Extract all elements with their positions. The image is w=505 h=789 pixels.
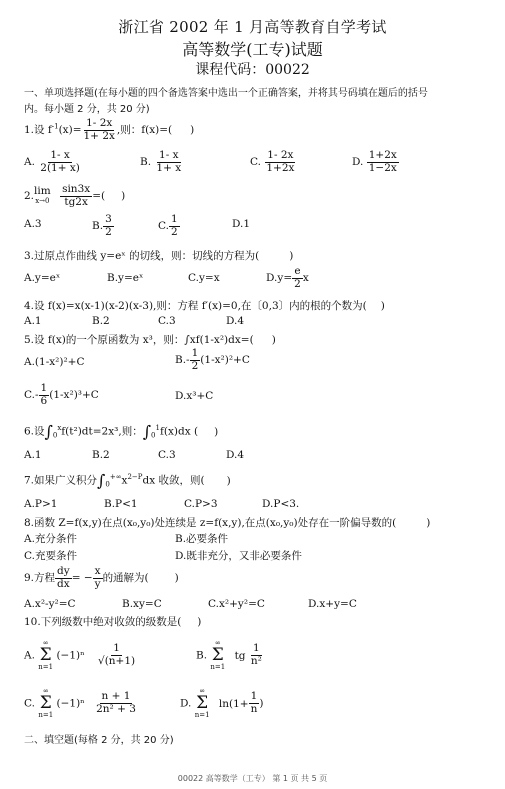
question-4: 4.设 f(x)=x(x-1)(x-2)(x-3),则：方程 f′(x)=0,在〔0,3〕内的根的个数为( ) — [24, 300, 385, 312]
q9-option-c: C.x²+y²=C — [208, 598, 265, 610]
question-8: 8.函数 Z=f(x,y)在点(x₀,y₀)处连续是 z=f(x,y),在点(x₀,y₀)处存在一阶偏导数的( ) — [24, 517, 431, 529]
exam-title: 浙江省 2002 年 1 月高等教育自学考试 — [118, 18, 387, 36]
q5-option-d: D.x³+C — [175, 390, 214, 402]
q1-option-c: C. $\frac{1- 2x}{1+2x}$ — [250, 149, 295, 174]
q5-option-b: B.- $\frac{1}{2}$ (1-x²)²+C — [175, 347, 250, 372]
q2-option-d: D.1 — [232, 218, 251, 230]
q3-option-c: C.y=x — [188, 272, 220, 284]
q7-option-a: A.P>1 — [24, 498, 58, 510]
q9-option-a: A.x²-y²=C — [24, 598, 76, 610]
q10-option-b: B. ∞ Σ n=1 tg $\frac{1}{\text{n²}}$ — [196, 639, 262, 671]
question-1: 1.设 $f^{-1}(x)=$ $\frac{1- 2x}{1+ 2x}$ ,则：f(x)=( ) — [24, 117, 195, 142]
question-7: 7.如果广义积分$\int_0^{+\infty}x^{2-P}dx$ 收敛，则( ) — [24, 471, 231, 490]
question-10: 10.下列级数中绝对收敛的级数是( ) — [24, 616, 202, 628]
q4-option-d: D.4 — [226, 315, 245, 327]
q2-option-b: B. $\frac{3}{2}$ — [92, 213, 112, 238]
q6-option-c: C.3 — [158, 449, 176, 461]
q5-option-a: A.(1-x²)²+C — [24, 356, 85, 368]
question-9: 9.方程 $\frac{dy}{dx}$ = − $\frac{x}{y}$ 的通解为( ) — [24, 565, 179, 590]
q10-option-c: C. ∞ Σ n=1 (−1)ⁿ $\frac{n + 1}{\text{2n² + 3}}$ — [24, 687, 136, 719]
q3-option-a: A.y=eˣ — [24, 272, 61, 284]
question-3: 3.过原点作曲线 y=eˣ 的切线，则：切线的方程为( ) — [24, 250, 294, 262]
q2-option-c: C. $\frac{1}{2}$ — [158, 213, 178, 238]
q4-option-a: A.1 — [24, 315, 42, 327]
q8-option-c: C.充要条件 — [24, 550, 77, 562]
q7-option-d: D.P<3. — [262, 498, 300, 510]
q1-option-b: B. $\frac{1- x}{1+ x}$ — [140, 149, 182, 174]
question-2: 2. lim x→0 $\frac{\sin 3x}{tg2x}$ =( ) — [24, 183, 126, 208]
question-6: 6.设$\int_0^xf(t^2)dt=2x^3$,则：$\int_0^1f(x)dx$ ( ) — [24, 422, 219, 441]
q6-option-b: B.2 — [92, 449, 110, 461]
q4-option-c: C.3 — [158, 315, 176, 327]
q6-option-d: D.4 — [226, 449, 245, 461]
q8-option-b: B.必要条件 — [175, 533, 229, 545]
q9-option-d: D.x+y=C — [308, 598, 357, 610]
q7-option-c: C.P>3 — [184, 498, 218, 510]
q5-option-c: C.- $\frac{1}{6}$ (1-x²)³+C — [24, 382, 99, 407]
question-5: 5.设 f(x)的一个原函数为 x³，则：∫xf(1-x²)dx=( ) — [24, 334, 276, 346]
subject-title: 高等数学(工专)试题 — [182, 40, 323, 59]
q8-option-d: D.既非充分，又非必要条件 — [175, 550, 302, 562]
q1-option-a: A. $\frac{1- x}{2(1+ x)}$ — [24, 149, 80, 174]
q8-option-a: A.充分条件 — [24, 533, 77, 545]
section2-heading: 二、填空题(每格 2 分，共 20 分) — [24, 735, 174, 746]
q6-option-a: A.1 — [24, 449, 42, 461]
q2-option-a: A.3 — [24, 218, 42, 230]
section1-heading-line2: 内。每小题 2 分，共 20 分) — [24, 104, 150, 115]
q3-option-b: B.y=eˣ — [107, 272, 144, 284]
q10-option-d: D. ∞ Σ n=1 ln(1+ $\frac{1}{n}$ ) — [180, 687, 264, 719]
course-code: 课程代码：00022 — [195, 62, 310, 78]
q9-option-b: B.xy=C — [122, 598, 162, 610]
q1-option-d: D. $\frac{1+2x}{1-2x}$ — [352, 149, 397, 174]
section1-heading-line1: 一、单项选择题(在每小题的四个备选答案中选出一个正确答案，并将其号码填在题后的括号 — [24, 88, 428, 99]
q7-option-b: B.P<1 — [104, 498, 138, 510]
q3-option-d: D.y= $\frac{e}{2}$ x — [266, 265, 309, 290]
q4-option-b: B.2 — [92, 315, 110, 327]
page-footer: 00022 高等数学（工专） 第 1 页 共 5 页 — [177, 774, 328, 783]
q10-option-a: A. ∞ Σ n=1 (−1)ⁿ $\frac{1}{√(n+1)}$ — [24, 639, 136, 671]
